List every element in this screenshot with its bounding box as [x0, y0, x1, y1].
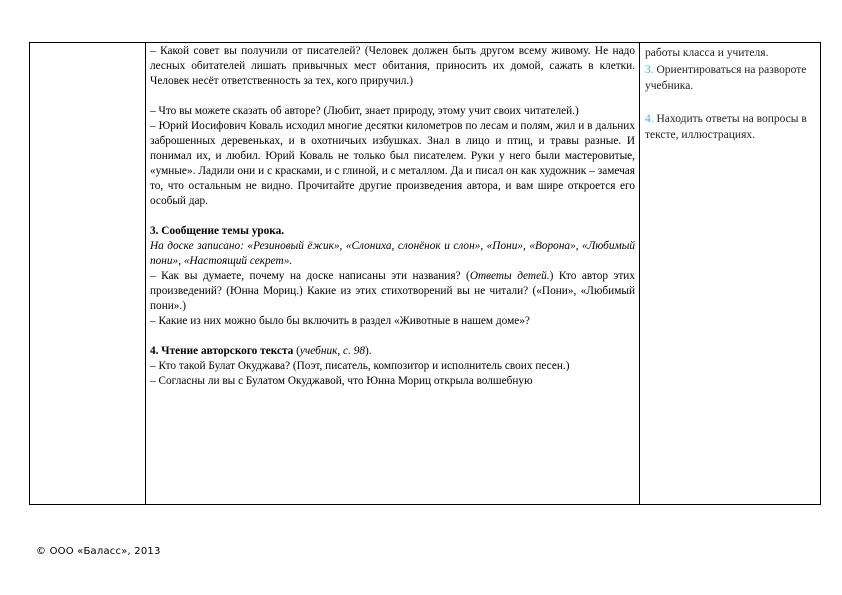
- section-4-question-2: – Согласны ли вы с Булатом Окуджавой, что Юнна Мориц открыла волшебную: [150, 375, 533, 387]
- skill-line-continuation: работы класса и учителя.: [645, 47, 769, 59]
- board-titles: На доске записано: «Резиновый ёжик», «Слониха, слонёнок и слон», «Пони», «Ворона», «Любимый пони», «Настоящий секрет».: [150, 240, 635, 267]
- skill-item-4-number: 4.: [645, 112, 654, 125]
- skill-item-4: 4. Находить ответы на вопросы в тексте, иллюстрациях.: [645, 112, 807, 141]
- section-4-question-1: – Кто такой Булат Окуджава? (Поэт, писатель, композитор и исполнитель своих песен.): [150, 360, 570, 372]
- section-4-heading: 4. Чтение авторского текста (учебник, с. 98).: [150, 345, 372, 357]
- left-column: [30, 43, 146, 504]
- paragraph-koval-bio: – Юрий Иосифович Коваль исходил многие десятки километров по лесам и полям, жил и в дальних заброшенных деревеньках, и в охотничьих избушках. Знал в лицо и птиц, и травы разные. И понимал их, и любил. Юрий Коваль не только был писателем. Руки у него были мастеровитые, «умные». Ладили они и с красками, и с глиной, и с металлом. Да и писал он как художник – замечая то, что остальным не видно. Прочитайте другие произведения автора, и вам шире откроется его особый дар.: [150, 120, 635, 207]
- skill-item-3: 3. Ориентироваться на развороте учебника.: [645, 63, 807, 92]
- middle-column: [146, 43, 640, 504]
- section-3-question-1: – Как вы думаете, почему на доске написаны эти названия? (Ответы детей.) Кто автор этих произведений? (Юнна Мориц.) Какие из этих стихотворений вы не читали? («Пони», «Любимый пони».): [150, 270, 635, 312]
- skill-item-3-number: 3.: [645, 63, 654, 76]
- section-3-heading: 3. Сообщение темы урока.: [150, 225, 285, 237]
- paragraph-about-author: – Что вы можете сказать об авторе? (Любит, знает природу, этому учит своих читателей.): [150, 105, 579, 117]
- right-column: [640, 43, 820, 504]
- paragraph-writers-advice: – Какой совет вы получили от писателей? (Человек должен быть другом всему живому. Не надо лесных обитателей лишать привычных мест обитания, приносить их домой, сажать в клетки. Человек несёт ответственность за тех, кого приручил.): [150, 45, 635, 87]
- section-3-question-2: – Какие из них можно было бы включить в раздел «Животные в нашем доме»?: [150, 315, 530, 327]
- copyright-footer: © ООО «Баласс», 2013: [36, 546, 161, 557]
- lesson-table: [29, 42, 821, 505]
